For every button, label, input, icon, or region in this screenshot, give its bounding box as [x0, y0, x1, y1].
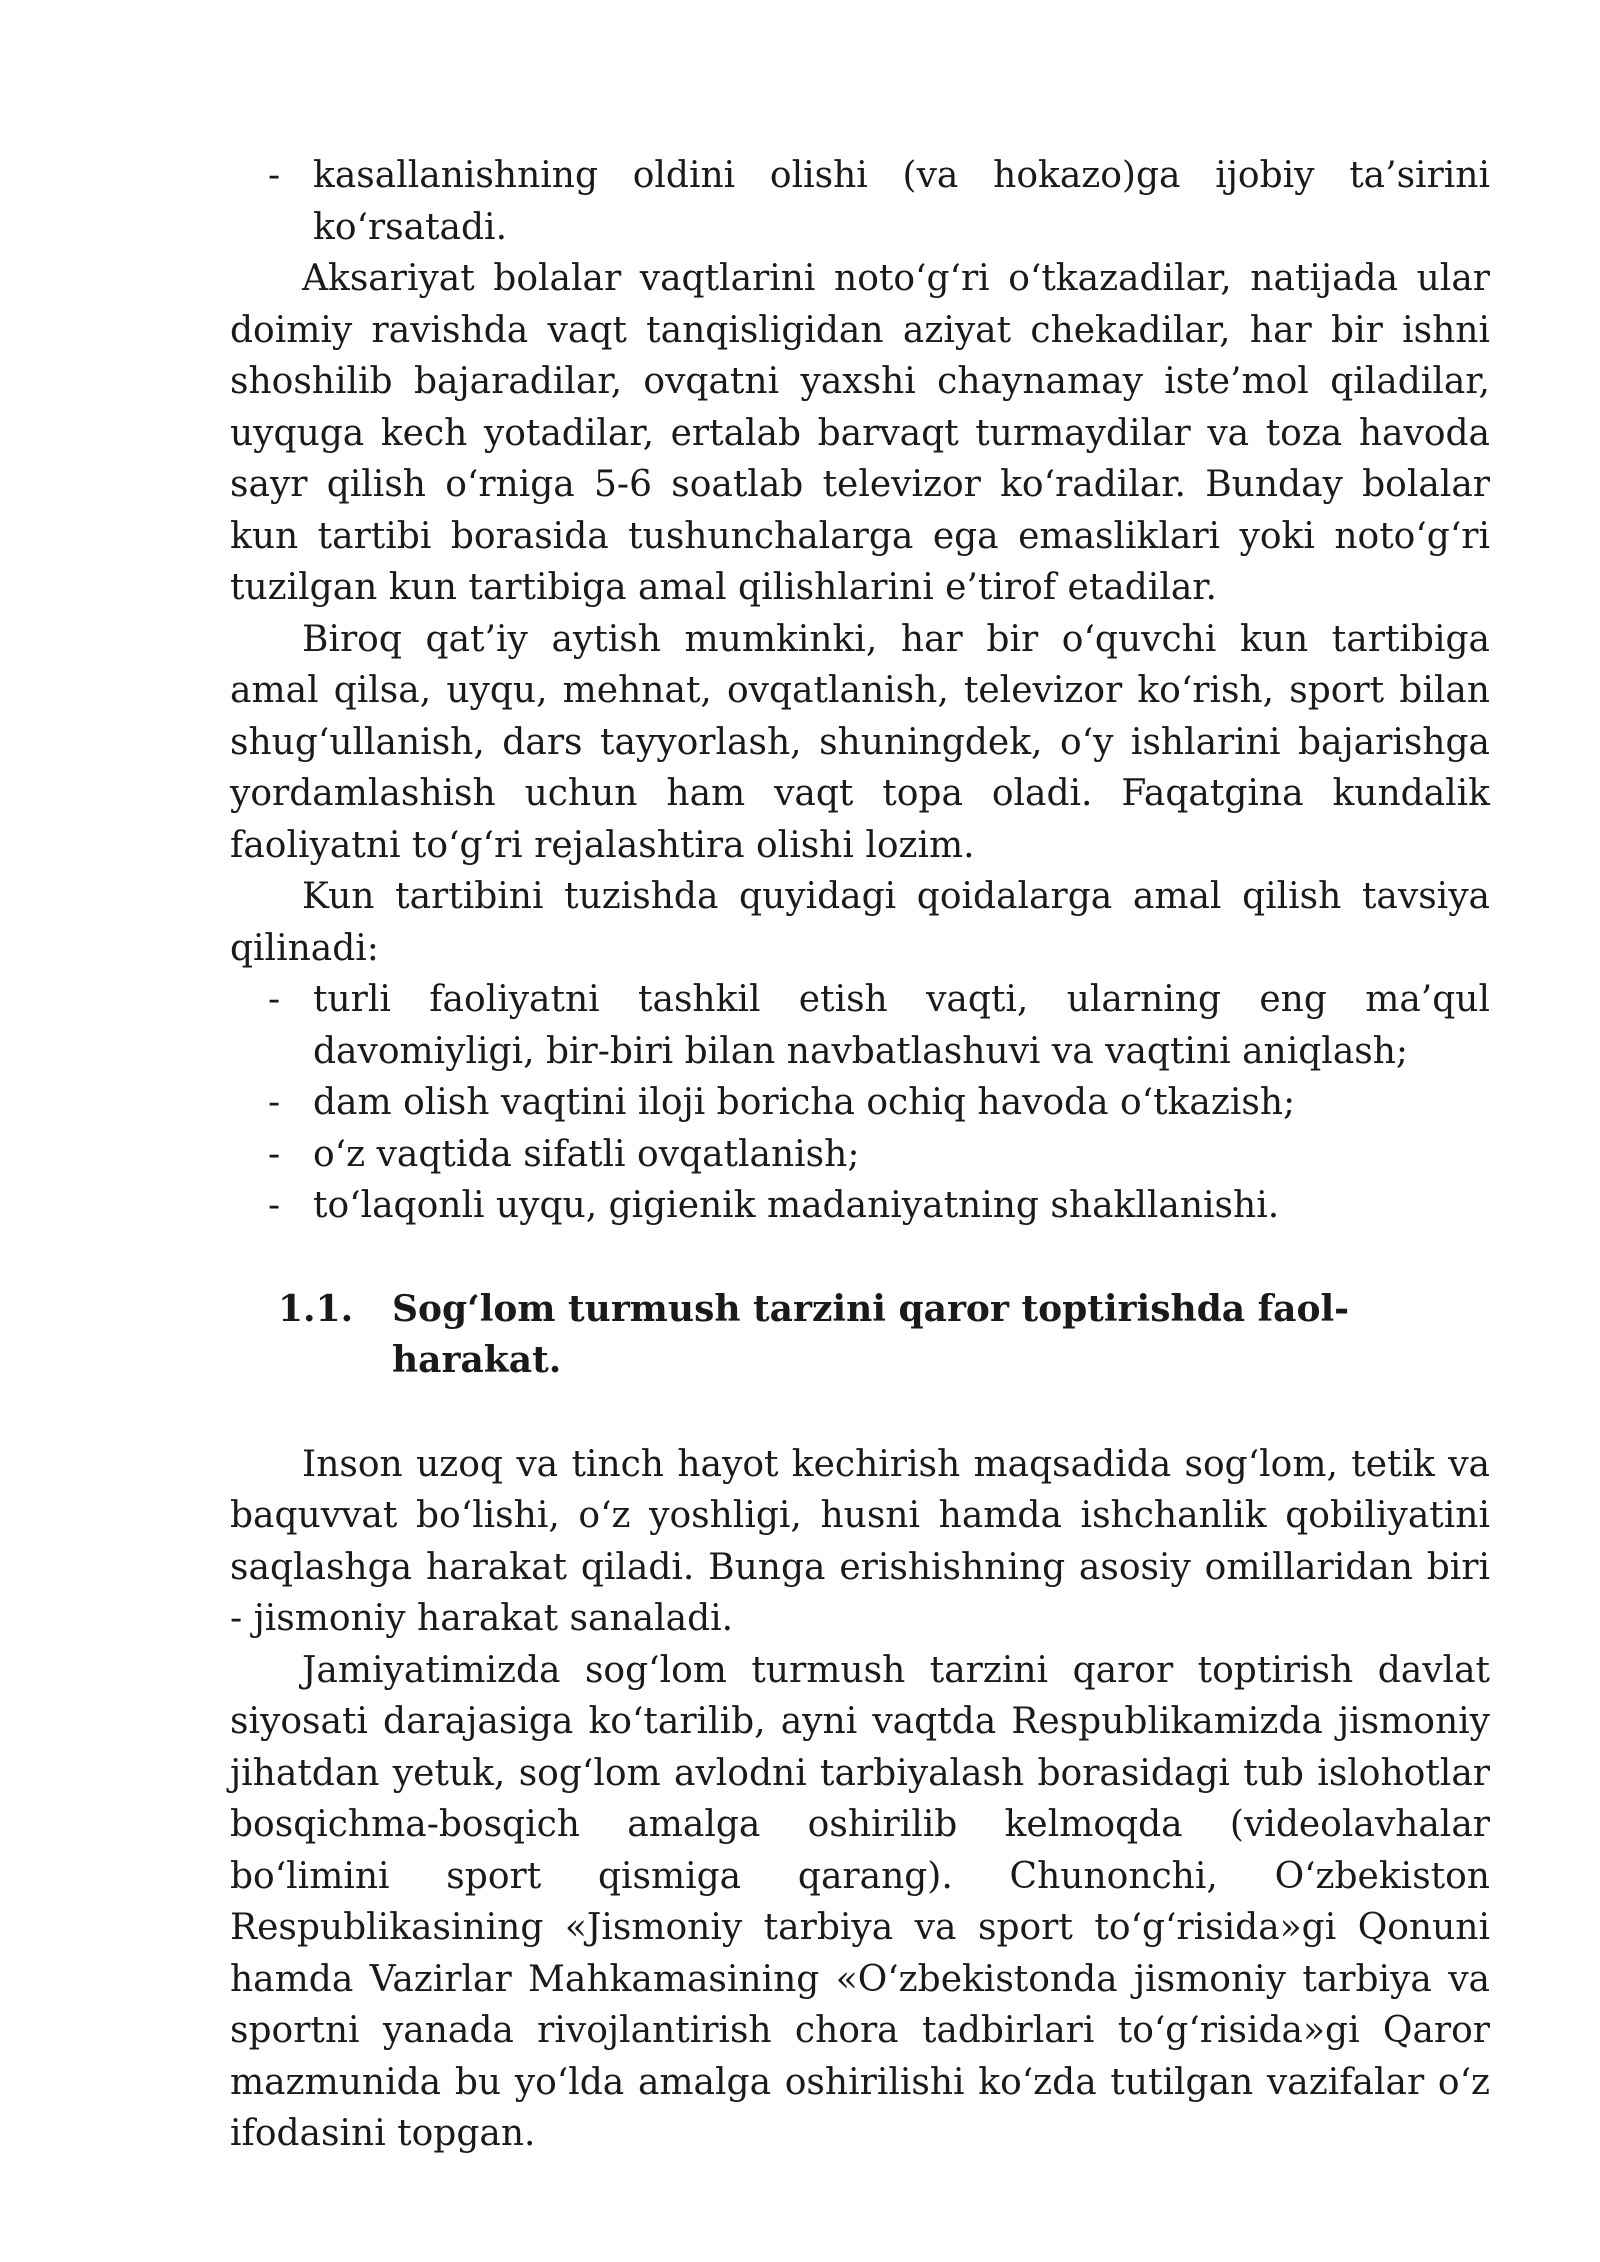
bullet-text: turli faoliyatni tashkil etish vaqti, ularning eng ma’qul davomiyligi, bir-biri bilan navbatlashuvi va vaqtini aniqlash;	[313, 979, 1490, 1072]
bullet-item	[230, 974, 1490, 1077]
bullet-item	[230, 1180, 1490, 1232]
bullet-dash: -	[268, 155, 281, 196]
bullet-text: to‘laqonli uyqu, gigienik madaniyatning shakllanishi.	[313, 1185, 1280, 1226]
bullet-text: dam olish vaqtini iloji boricha ochiq havoda o‘tkazish;	[313, 1082, 1296, 1123]
section-title: Sog‘lom turmush tarzini qaror toptirishda faol-harakat.	[392, 1287, 1350, 1381]
section-heading	[230, 1284, 1490, 1387]
document-page	[230, 150, 1490, 2160]
bullet-item	[230, 150, 1490, 253]
bullet-dash: -	[268, 1082, 281, 1123]
bullet-text: o‘z vaqtida sifatli ovqatlanish;	[313, 1133, 860, 1175]
paragraph: Kun tartibini tuzishda quyidagi qoidalarga amal qilish tavsiya qilinadi:	[230, 876, 1490, 969]
bullet-dash: -	[268, 1133, 281, 1175]
bullet-item	[230, 1077, 1490, 1129]
paragraph: Jamiyatimizda sog‘lom turmush tarzini qaror toptirish davlat siyosati darajasiga ko‘tarilib, ayni vaqtda Respublikamizda jismoniy jihatdan yetuk, sog‘lom avlodni tarbiyalash borasidagi tub islohotlar bosqichma-bosqich amalga oshirilib kelmoqda (videolavhalar bo‘limini sport qismiga qarang). Chunonchi, O‘zbekiston Respublikasining «Jismoniy tarbiya va sport to‘g‘risida»gi Qonuni hamda Vazirlar Mahkamasining «O‘zbekistonda jismoniy tarbiya va sportni yanada rivojlantirish chora tadbirlari to‘g‘risida»gi Qaror mazmunida bu yo‘lda amalga oshirilishi ko‘zda tutilgan vazifalar o‘z ifodasini topgan.	[230, 1649, 1490, 2154]
section-number: 1.1.	[278, 1287, 354, 1330]
bullet-dash: -	[268, 979, 281, 1020]
bullet-text: kasallanishning oldini olishi (va hokazo)ga ijobiy ta’sirini ko‘rsatadi.	[313, 155, 1490, 248]
bullet-dash: -	[268, 1185, 281, 1226]
paragraph: Biroq qat’iy aytish mumkinki, har bir o‘quvchi kun tartibiga amal qilsa, uyqu, mehnat, ovqatlanish, televizor ko‘rish, sport bilan shug‘ullanish, dars tayyorlash, shuningdek, o‘y ishlarini bajarishga yordamlashish uchun ham vaqt topa oladi. Faqatgina kundalik faoliyatni to‘g‘ri rejalashtira olishi lozim.	[230, 618, 1490, 866]
paragraph: Inson uzoq va tinch hayot kechirish maqsadida sog‘lom, tetik va baquvvat bo‘lishi, o‘z yoshligi, husni hamda ishchanlik qobiliyatini saqlashga harakat qiladi. Bunga erishishning asosiy omillaridan biri - jismoniy harakat sanaladi.	[230, 1443, 1490, 1639]
bullet-item	[230, 1129, 1490, 1181]
paragraph: Aksariyat bolalar vaqtlarini noto‘g‘ri o‘tkazadilar, natijada ular doimiy ravishda vaqt tanqisligidan aziyat chekadilar, har bir ishni shoshilib bajaradilar, ovqatni yaxshi chaynamay iste’mol qiladilar, uyquga kech yotadilar, ertalab barvaqt turmaydilar va toza havoda sayr qilish o‘rniga 5-6 soatlab televizor ko‘radilar. Bunday bolalar kun tartibi borasida tushunchalarga ega emasliklari yoki noto‘g‘ri tuzilgan kun tartibiga amal qilishlarini e’tirof etadilar.	[230, 258, 1490, 608]
